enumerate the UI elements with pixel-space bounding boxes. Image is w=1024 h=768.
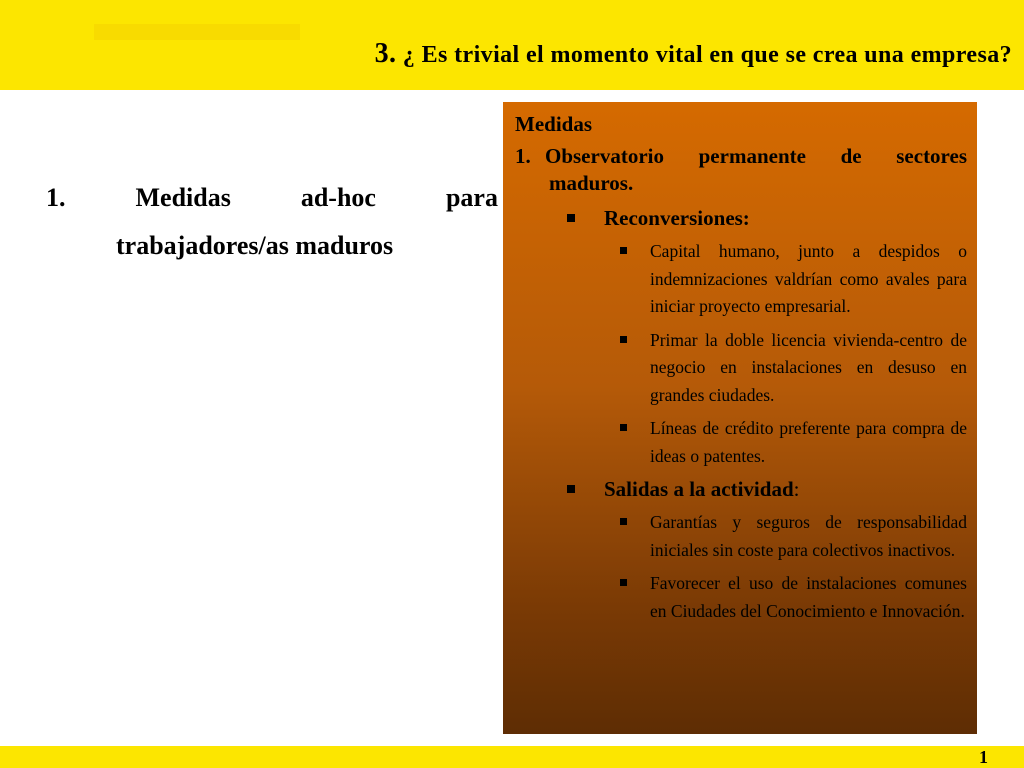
section-reconversiones: [515, 205, 967, 232]
panel-item-1-number: 1.: [515, 144, 531, 168]
slide-number: 3.: [374, 38, 397, 69]
left-item-word: ad-hoc: [300, 183, 376, 212]
section-label: Reconversiones:: [604, 206, 750, 230]
square-bullet-icon: [567, 485, 575, 493]
left-item-word: para: [445, 183, 498, 212]
list-item-text: Primar la doble licencia vivienda-centro de negocio en instalaciones en desuso en grandes ciudades.: [650, 329, 967, 405]
panel-heading: Medidas: [515, 112, 593, 136]
section-salidas: [515, 476, 967, 503]
list-item-text: Capital humano, junto a despidos o indemnizaciones valdrían como avales para iniciar proyecto empresarial.: [650, 241, 967, 316]
section-label-suffix: :: [793, 477, 800, 501]
square-bullet-icon: [620, 424, 627, 431]
list-item: [515, 327, 967, 410]
slide-title: [375, 38, 1012, 70]
header-band: [0, 0, 1024, 90]
list-item: [515, 415, 967, 470]
square-bullet-icon: [620, 336, 627, 343]
panel-item-1: [515, 143, 967, 197]
section-label: Salidas a la actividad: [604, 477, 794, 501]
square-bullet-icon: [620, 518, 627, 525]
list-item-text: Garantías y seguros de responsabilidad iniciales sin coste para colectivos inactivos.: [650, 512, 967, 560]
left-item-line-1: [46, 178, 498, 218]
list-item-text: Favorecer el uso de instalaciones comunes en Ciudades del Conocimiento e Innovación.: [650, 573, 967, 621]
square-bullet-icon: [567, 214, 575, 222]
square-bullet-icon: [620, 247, 627, 254]
list-item: [515, 570, 967, 625]
list-item: [515, 238, 967, 321]
footer-band: [0, 746, 1024, 768]
page-number: 1: [979, 747, 988, 767]
square-bullet-icon: [620, 579, 627, 586]
logo-placeholder: [94, 24, 300, 40]
list-item-text: Líneas de crédito preferente para compra de ideas o patentes.: [650, 418, 967, 466]
left-list-item: [46, 178, 498, 264]
panel-item-1-text: Observatorio permanente de sectores maduros.: [545, 144, 967, 195]
left-item-word: Medidas: [135, 183, 231, 212]
left-item-number: 1.: [46, 183, 66, 212]
slide-title-text: ¿ Es trivial el momento vital en que se crea una empresa?: [396, 42, 1012, 68]
left-item-line-2: trabajadores/as maduros: [116, 231, 394, 260]
list-item: [515, 509, 967, 564]
measures-panel: [503, 102, 977, 734]
